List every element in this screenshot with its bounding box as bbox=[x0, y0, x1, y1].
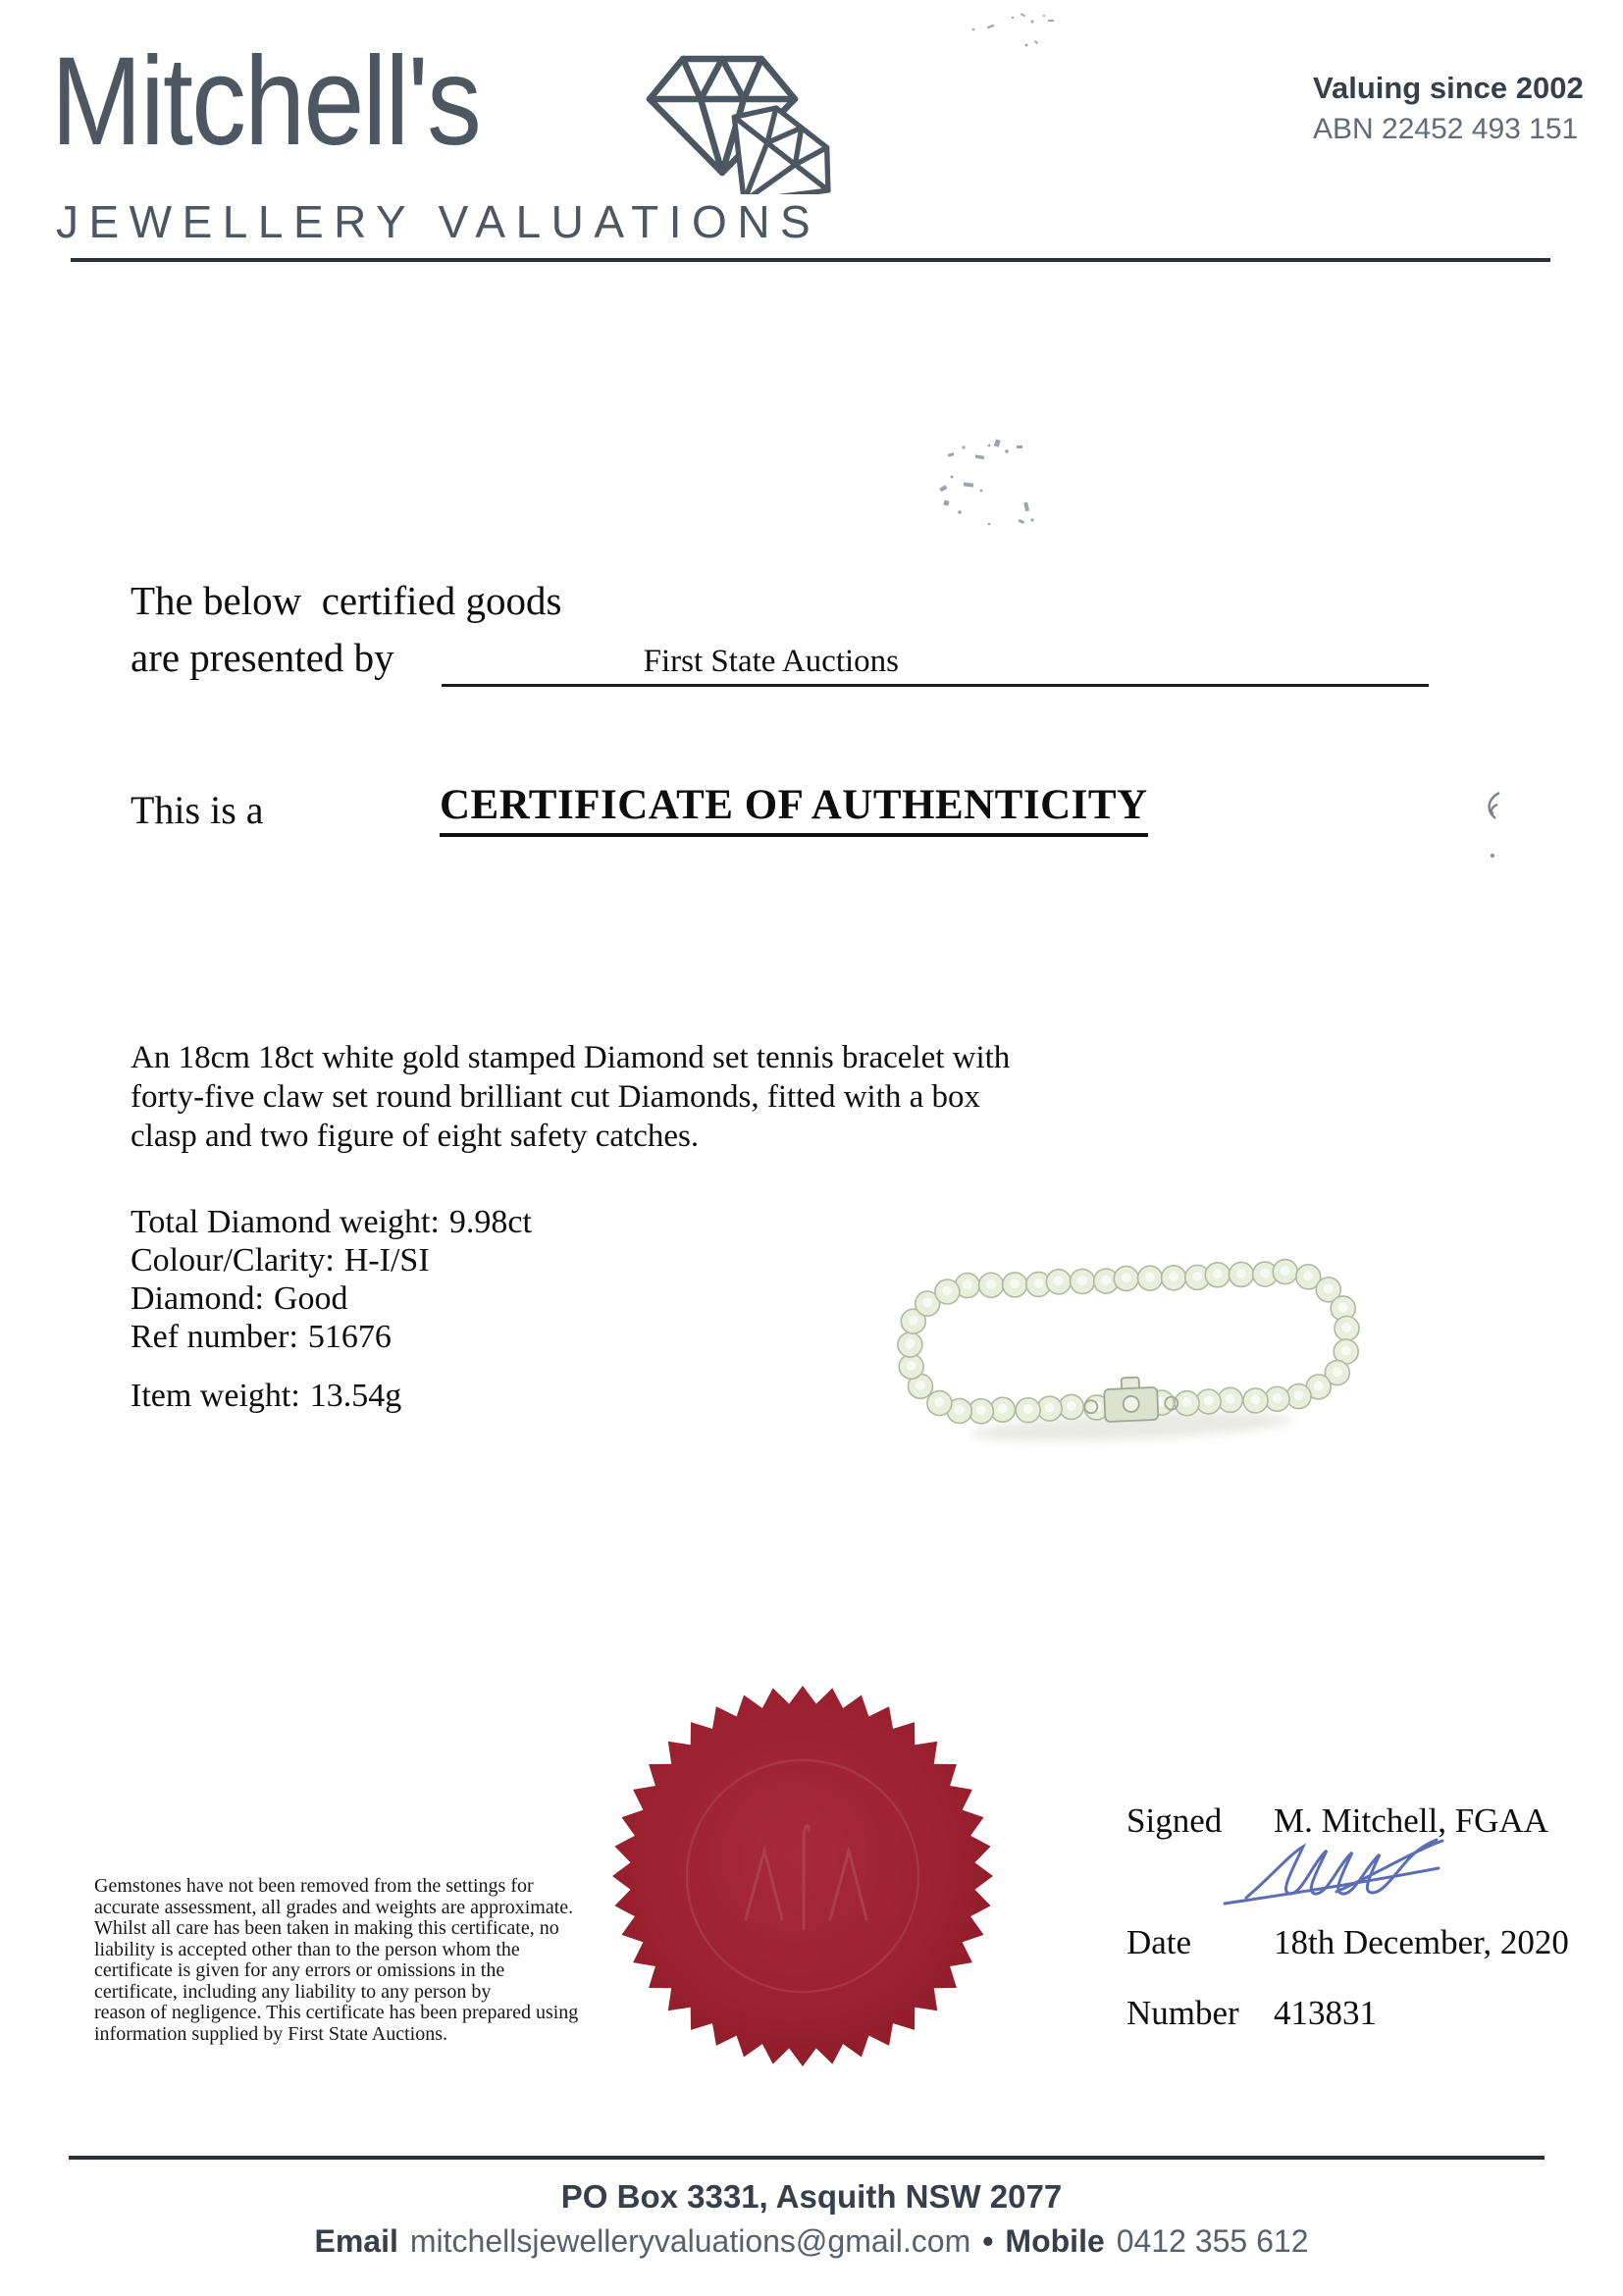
detail-value: 51676 bbox=[307, 1319, 392, 1355]
valuing-since: Valuing since 2002 bbox=[1313, 71, 1584, 105]
scan-pen-mark-artifact-right bbox=[1478, 785, 1509, 869]
detail-row bbox=[131, 1203, 532, 1241]
scan-speck-artifact-top bbox=[962, 8, 1060, 52]
disclaimer-line: information supplied by First State Auctions. bbox=[94, 2022, 447, 2045]
date-label: Date bbox=[1126, 1923, 1192, 1961]
disclaimer-line: liability is accepted other than to the person whom the bbox=[94, 1938, 520, 1960]
detail-row bbox=[131, 1318, 532, 1356]
detail-row bbox=[131, 1241, 532, 1279]
certificate-lead-in: This is a bbox=[131, 788, 264, 832]
detail-value: Good bbox=[273, 1280, 348, 1317]
signed-value: M. Mitchell, FGAA bbox=[1274, 1801, 1548, 1840]
item-description bbox=[131, 1038, 1010, 1156]
disclaimer-line: accurate assessment, all grades and weights are approximate. bbox=[94, 1896, 574, 1918]
description-line: An 18cm 18ct white gold stamped Diamond set tennis bracelet with bbox=[131, 1040, 1011, 1075]
footer-contact bbox=[0, 2223, 1623, 2260]
number-value: 413831 bbox=[1274, 1994, 1377, 2032]
bullet-separator: • bbox=[982, 2223, 994, 2259]
footer-address: PO Box 3331, Asquith NSW 2077 bbox=[560, 2178, 1063, 2215]
disclaimer-text bbox=[94, 1876, 578, 2045]
email-label: Email bbox=[314, 2223, 398, 2259]
header-credentials bbox=[1313, 71, 1584, 146]
item-details bbox=[131, 1203, 532, 1356]
description-line: forty-five claw set round brilliant cut Diamonds, fitted with a box bbox=[131, 1079, 981, 1115]
certificate-title: CERTIFICATE OF AUTHENTICITY bbox=[440, 781, 1148, 837]
mobile-label: Mobile bbox=[1005, 2223, 1105, 2259]
double-diamond-icon bbox=[636, 47, 857, 194]
presenter-underline bbox=[442, 644, 1429, 687]
disclaimer-line: certificate is given for any errors or omissions in the bbox=[94, 1959, 505, 1981]
disclaimer-line: Gemstones have not been removed from the settings for bbox=[94, 1875, 534, 1897]
disclaimer-line: certificate, including any liability to any person by bbox=[94, 1980, 492, 2003]
intro-line-1: The below certified goods bbox=[131, 578, 562, 623]
detail-label: Total Diamond weight: bbox=[131, 1204, 440, 1240]
item-weight-label: Item weight: bbox=[131, 1378, 300, 1414]
brand-tagline: JEWELLERY VALUATIONS bbox=[56, 196, 821, 247]
number-label: Number bbox=[1126, 1994, 1239, 2032]
detail-label: Colour/Clarity: bbox=[131, 1242, 335, 1278]
red-starburst-wax-seal bbox=[608, 1682, 997, 2070]
footer-divider bbox=[69, 2156, 1544, 2160]
detail-value: H-I/SI bbox=[343, 1242, 430, 1278]
date-value: 18th December, 2020 bbox=[1274, 1923, 1569, 1961]
disclaimer-line: reason of negligence. This certificate has been prepared using bbox=[94, 2002, 579, 2023]
diamond-tennis-bracelet-photo bbox=[862, 1242, 1395, 1454]
detail-value: 9.98ct bbox=[448, 1204, 532, 1240]
item-weight-value: 13.54g bbox=[309, 1378, 402, 1414]
header-divider bbox=[71, 258, 1550, 262]
detail-label: Diamond: bbox=[131, 1280, 264, 1317]
disclaimer-line: Whilst all care has been taken in making this certificate, no bbox=[94, 1917, 559, 1939]
detail-row bbox=[131, 1279, 532, 1318]
intro-line-2 bbox=[131, 634, 1429, 687]
signed-label: Signed bbox=[1126, 1801, 1223, 1840]
handwritten-signature-blue-ink bbox=[1219, 1835, 1449, 1915]
presenter-name: First State Auctions bbox=[643, 644, 899, 679]
mobile-value: 0412 355 612 bbox=[1116, 2223, 1309, 2259]
description-line: clasp and two figure of eight safety catches. bbox=[131, 1119, 700, 1154]
scan-smudge-artifact-mid bbox=[930, 426, 1058, 539]
detail-label: Ref number: bbox=[131, 1319, 298, 1355]
intro-prefix: are presented by bbox=[131, 635, 394, 680]
item-weight-row bbox=[131, 1378, 401, 1415]
brand-name: Mitchell's bbox=[51, 31, 481, 172]
email-value: mitchellsjewelleryvaluations@gmail.com bbox=[409, 2223, 971, 2259]
abn-number: ABN 22452 493 151 bbox=[1313, 113, 1579, 145]
